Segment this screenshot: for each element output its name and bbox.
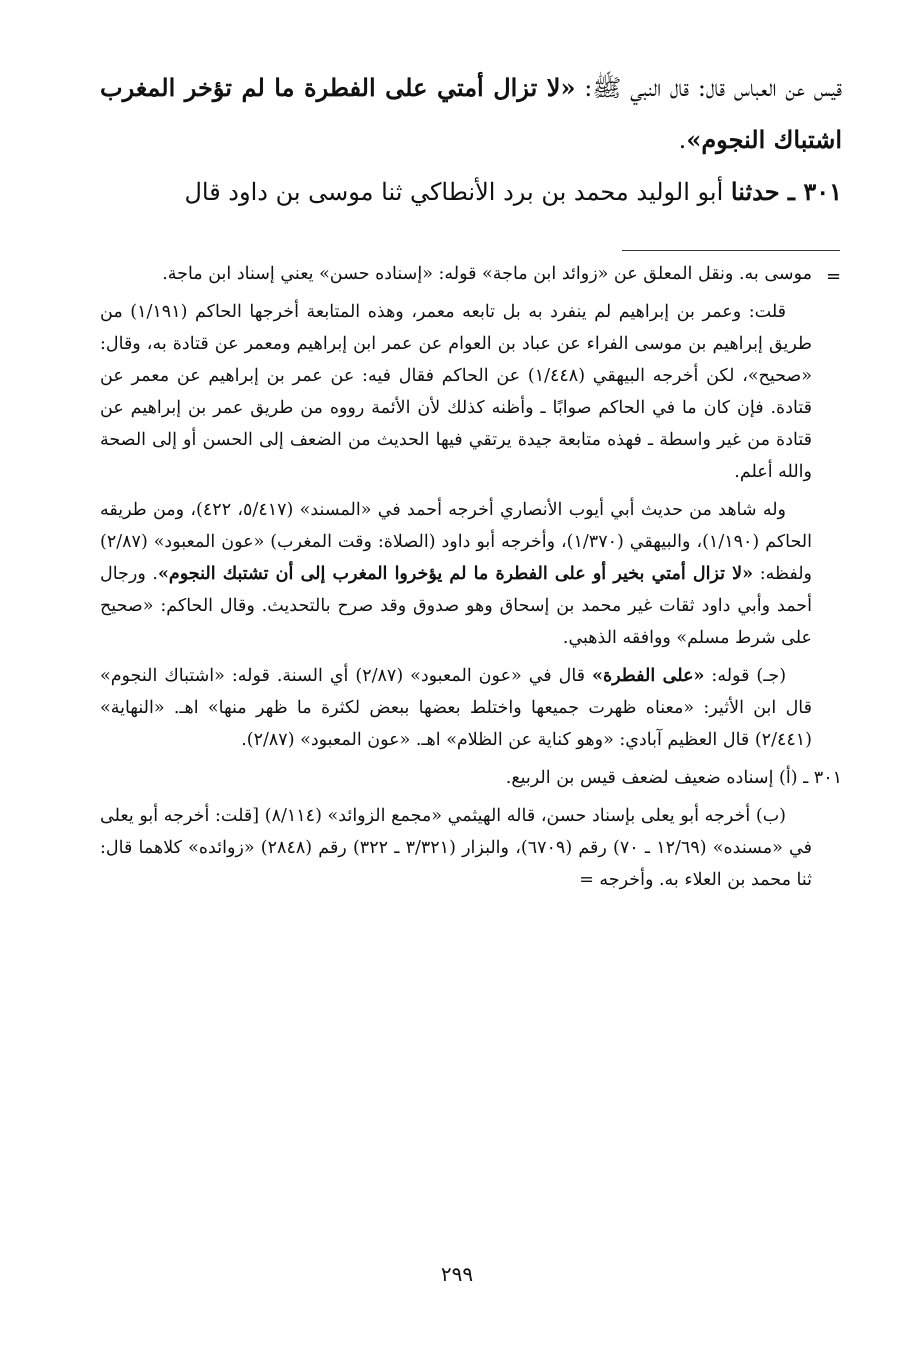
footnote-3: [100, 494, 812, 654]
footnotes: [100, 258, 842, 902]
main-p1-part-c: .: [678, 126, 687, 154]
footnote-5: ٣٠١ ـ (أ) إسناده ضعيف لضعف قيس بن الربيع.: [505, 768, 842, 788]
footnote-6: (ب) أخرجه أبو يعلى بإسناد حسن، قاله الهيثمي «مجمع الزوائد» (٨/١١٤) [قلت: أخرجه أبو يعلى في «مسنده» (١٢/٦٩ ـ ٧٠) رقم (٦٧٠٩)، والبزار (٣/٣٢١ ـ ٣٢٢) رقم (٢٨٤٨) «زوائده» كلاهما قال: ثنا محمد بن العلاء به. وأخرجه =: [100, 806, 812, 890]
footnote-3-part-c: . ورجال أحمد وأبي داود ثقات غير محمد بن إسحاق وهو صدوق وقد صرح بالتحديث. وقال الحاكم: «صحيح على شرط مسلم» ووافقه الذهبي.: [100, 564, 812, 648]
footnote-3-quote: «لا تزال أمتي بخير أو على الفطرة ما لم يؤخروا المغرب إلى أن تشتبك النجوم»: [157, 564, 754, 584]
footnote-4-term: «على الفطرة»: [592, 666, 705, 686]
page-number: ٢٩٩: [440, 1262, 474, 1286]
footnote-3-part-a: وله شاهد من حديث أبي أيوب الأنصاري أخرجه أحمد في «المسند» (٥/٤١٧، ٤٢٢)، ومن طريقه الحاكم (١/١٩٠)، والبيهقي (١/٣٧٠)، وأخرجه أبو داود (الصلاة: وقت المغرب) «عون المعبود» (٢/٨٧) ولفظه:: [100, 500, 813, 584]
footnote-2: قلت: وعمر بن إبراهيم لم ينفرد به بل تابعه معمر، وهذه المتابعة أخرجها الحاكم (١/١٩١) من طريق إبراهيم بن موسى الفراء عن عباد بن العوام عن عمر ابن إبراهيم ومعمر عن قتادة به، وقال: «صحيح»، لكن أخرجه البيهقي (١/٤٤٨) عن الحاكم فقال فيه: عن عمر بن إبراهيم عن معمر عن قتادة. فإن كان ما في الحاكم صوابًا ـ وأظنه كذلك لأن الأئمة رووه من طريق عمر بن إبراهيم عن قتادة من غير واسطة ـ فهذه متابعة جيدة يرتقي فيها الحديث من الضعف إلى الحسن أو إلى الصحة والله أعلم.: [100, 302, 812, 482]
main-paragraph-2: [100, 166, 842, 218]
footnote-4-part-c: قال في «عون المعبود» (٢/٨٧) أي السنة. قوله: «اشتباك النجوم» قال ابن الأثير: «معناه ظهرت جميعها واختلط بعضها ببعض لكثرة ما ظهر منها» اهـ. «النهاية» (٢/٤٤١) قال العظيم آبادي: «وهو كناية عن الظلام» اهـ. «عون المعبود» (٢/٨٧).: [100, 666, 812, 750]
footnote-divider: [622, 250, 840, 251]
footnote-4: [100, 660, 812, 756]
main-text: [100, 62, 842, 218]
hadith-quote: «لا تزال أمتي على الفطرة ما لم تؤخر المغرب اشتباك النجوم»: [100, 73, 842, 154]
footnote-continuation-mark: =: [826, 266, 842, 287]
footnote-4-part-a: (جـ) قوله:: [704, 666, 787, 686]
main-paragraph-1: [100, 62, 842, 166]
isnad-text: أبو الوليد محمد بن برد الأنطاكي ثنا موسى بن داود قال: [184, 178, 731, 206]
main-p1-part-a: قيس عن العباس قال: قال النبي ﷺ:: [575, 74, 842, 102]
footnote-1: موسى به. ونقل المعلق عن «زوائد ابن ماجة» قوله: «إسناده حسن» يعني إسناد ابن ماجة.: [162, 264, 812, 284]
hadith-number: ٣٠١ ـ حدثنا: [730, 177, 842, 206]
